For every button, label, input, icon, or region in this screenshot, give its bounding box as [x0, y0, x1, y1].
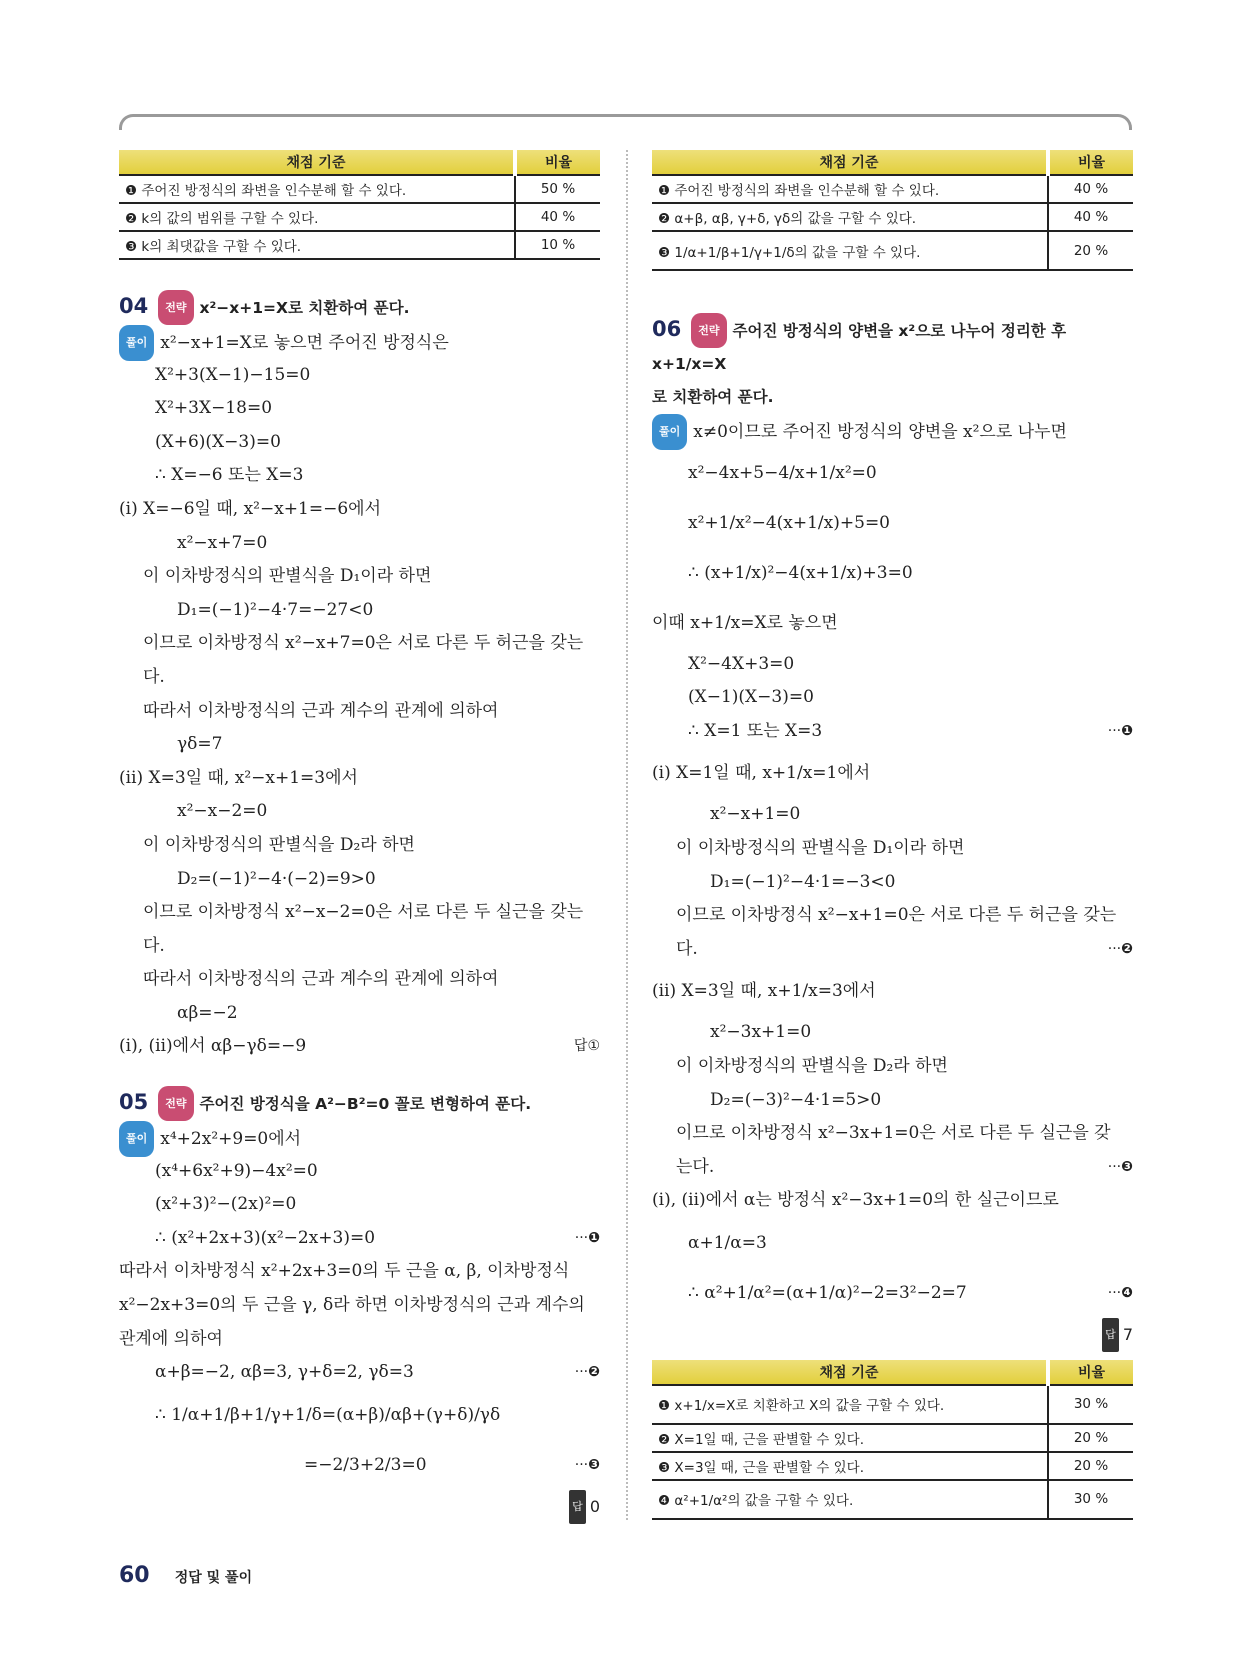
strategy-text: 주어진 방정식을 A²−B²=0 꼴로 변형하여 푼다.: [199, 1095, 532, 1114]
solution-line: [119, 1155, 600, 1189]
solution-line: [119, 1222, 600, 1256]
line-text: 이 이차방정식의 판별식을 D₁이라 하면: [676, 837, 965, 858]
solution-line: [652, 1184, 1133, 1218]
problem-header: [119, 1086, 600, 1121]
solution-tag: 풀이: [119, 325, 154, 361]
line-text: x²−x+7=0: [177, 532, 268, 553]
solution-line: [652, 715, 1133, 749]
criteria-header: 채점 기준: [652, 1360, 1048, 1385]
line-text: 따라서 이차방정식 x²+2x+3=0의 두 근을 α, β, 이차방정식: [119, 1261, 570, 1282]
table-row: [652, 1424, 1133, 1452]
answer: [574, 1030, 600, 1064]
solution-line: [119, 560, 600, 594]
line-text: x²−4x+5−4/x+1/x²=0: [688, 462, 877, 483]
solution-line: [119, 325, 600, 359]
marker-number: ❸: [588, 1456, 600, 1473]
problem-header: [652, 313, 1133, 381]
solution-line: [119, 762, 600, 796]
top-rule: [119, 114, 1132, 130]
line-text: x²−x+1=X로 놓으면 주어진 방정식은: [160, 333, 449, 353]
line-text: x²−x+1=0: [710, 804, 801, 825]
solution-line: [652, 966, 1133, 1016]
step-marker: [575, 1440, 600, 1490]
ratio-value: 10 %: [515, 231, 600, 259]
solution-line: [652, 1218, 1133, 1268]
line-text: γδ=7: [177, 734, 223, 755]
step-marker: [1108, 933, 1133, 967]
solution-line: [119, 493, 600, 527]
marker-number: ❷: [1121, 940, 1133, 957]
solution-line: [652, 1084, 1133, 1118]
solution-line: [652, 933, 1133, 967]
table-row: [119, 203, 600, 231]
ratio-header: 비율: [1048, 150, 1133, 175]
solution-line: [652, 1268, 1133, 1318]
problem-06: [652, 313, 1133, 1352]
step-marker: [1108, 1151, 1133, 1185]
step-marker: [575, 1222, 600, 1256]
solution-line: [652, 498, 1133, 548]
problem-number: 06: [652, 317, 682, 341]
criterion-text: ❷ α+β, αβ, γ+δ, γδ의 값을 구할 수 있다.: [652, 203, 1048, 231]
answer-label: 답: [569, 1490, 586, 1524]
line-text: ∴ α²+1/α²=(α+1/α)²−2=3²−2=7: [688, 1282, 967, 1303]
line-text: x²+1/x²−4(x+1/x)+5=0: [688, 512, 890, 533]
line-text: D₁=(−1)²−4·7=−27<0: [177, 599, 374, 620]
solution-line: [119, 392, 600, 426]
line-text: (ⅰ), (ⅱ)에서 α는 방정식 x²−3x+1=0의 한 실근이므로: [652, 1190, 1059, 1211]
criterion-text: ❶ x+1/x=X로 치환하고 X의 값을 구할 수 있다.: [652, 1385, 1048, 1424]
marker-number: ❸: [1121, 1158, 1133, 1175]
line-text: D₁=(−1)²−4·1=−3<0: [710, 871, 896, 892]
solution-line: [652, 1151, 1133, 1185]
ratio-header: 비율: [515, 150, 600, 175]
solution-line: [119, 527, 600, 561]
criterion-text: ❸ 1/α+1/β+1/γ+1/δ의 값을 구할 수 있다.: [652, 231, 1048, 270]
solution-line: [119, 963, 600, 997]
line-text: X²+3X−18=0: [155, 398, 273, 419]
line-text: =−2/3+2/3=0: [304, 1454, 427, 1475]
solution-line: [119, 829, 600, 863]
criterion-text: ❷ k의 값의 범위를 구할 수 있다.: [119, 203, 515, 231]
page-number: 60: [119, 1563, 150, 1588]
table-row: [652, 175, 1133, 203]
line-text: ∴ 1/α+1/β+1/γ+1/δ=(α+β)/αβ+(γ+δ)/γδ: [155, 1404, 501, 1425]
line-text: X²+3(X−1)−15=0: [155, 364, 311, 385]
marker-arrow: ···: [1107, 1284, 1122, 1301]
solution-line: [652, 414, 1133, 448]
marker-number: ❶: [588, 1229, 600, 1246]
strategy-tag: 전략: [691, 313, 726, 348]
line-text: 이므로 이차방정식 x²−x+1=0은 서로 다른 두 허근을 갖는: [676, 905, 1117, 926]
line-text: 이 이차방정식의 판별식을 D₂라 하면: [143, 834, 415, 855]
marker-number: ❹: [1121, 1284, 1133, 1301]
solution-line: [119, 896, 600, 930]
solution-line: [119, 1356, 600, 1390]
page-footer: [119, 1563, 252, 1588]
strategy-continued: 로 치환하여 푼다.: [652, 388, 774, 406]
line-text: αβ=−2: [177, 1002, 238, 1023]
solution-line: [119, 1440, 600, 1490]
table-header-row: [652, 150, 1133, 175]
solution-line: [119, 459, 600, 493]
line-text: 다.: [143, 666, 165, 687]
marker-arrow: ···: [574, 1229, 589, 1246]
problem-number: 05: [119, 1090, 149, 1115]
line-text: (X+6)(X−3)=0: [155, 431, 281, 452]
solution-line: [652, 866, 1133, 900]
step-marker: [1108, 1268, 1133, 1318]
line-text: 다.: [143, 935, 165, 956]
line-text: x≠0이므로 주어진 방정식의 양변을 x²으로 나누면: [693, 422, 1067, 442]
criteria-header: 채점 기준: [119, 150, 515, 175]
problem-05: [119, 1086, 600, 1524]
solution-line: [119, 1255, 600, 1289]
solution-line: [652, 748, 1133, 798]
line-text: 이므로 이차방정식 x²−x−2=0은 서로 다른 두 실근을 갖는: [143, 902, 584, 923]
grading-table: [652, 150, 1133, 271]
solution-line: [652, 899, 1133, 933]
strategy-text: x²−x+1=X로 치환하여 푼다.: [199, 299, 410, 317]
line-text: ∴ (x+1/x)²−4(x+1/x)+3=0: [688, 562, 913, 583]
table-header-row: [119, 150, 600, 175]
ratio-value: 30 %: [1048, 1480, 1133, 1519]
line-text: 이므로 이차방정식 x²−x+7=0은 서로 다른 두 허근을 갖는: [143, 633, 584, 654]
marker-arrow: ···: [1107, 722, 1122, 739]
solution-line: [652, 548, 1133, 598]
solution-line: [119, 594, 600, 628]
marker-arrow: ···: [574, 1364, 589, 1381]
solution-line: [119, 1121, 600, 1155]
line-text: ∴ (x²+2x+3)(x²−2x+3)=0: [155, 1227, 376, 1248]
solution-line: [119, 359, 600, 393]
table-row: [652, 231, 1133, 270]
answer: [119, 1490, 600, 1524]
table-row: [652, 203, 1133, 231]
answer-value: 0: [589, 1496, 600, 1516]
line-text: α+β=−2, αβ=3, γ+δ=2, γδ=3: [155, 1362, 414, 1383]
solution-line: [652, 598, 1133, 648]
line-text: 관계에 의하여: [119, 1328, 223, 1349]
criterion-text: ❶ 주어진 방정식의 좌변을 인수분해 할 수 있다.: [119, 175, 515, 203]
left-column: [119, 150, 600, 1524]
line-text: 이 이차방정식의 판별식을 D₁이라 하면: [143, 566, 432, 587]
line-text: D₂=(−1)²−4·(−2)=9>0: [177, 868, 376, 889]
line-text: 이 이차방정식의 판별식을 D₂라 하면: [676, 1055, 948, 1076]
line-text: D₂=(−3)²−4·1=5>0: [710, 1089, 882, 1110]
column-divider: [626, 150, 628, 1520]
answer-value: ①: [587, 1038, 600, 1055]
problem-04: [119, 290, 600, 1064]
ratio-value: 20 %: [1048, 1424, 1133, 1452]
solution-line: [119, 426, 600, 460]
line-text: (x²+3)²−(2x)²=0: [155, 1194, 297, 1215]
line-text: (X−1)(X−3)=0: [688, 687, 814, 708]
line-text: 따라서 이차방정식의 근과 계수의 관계에 의하여: [143, 969, 499, 990]
grading-table: [119, 150, 600, 260]
solution-line: [652, 798, 1133, 832]
solution-line: [652, 681, 1133, 715]
table-row: [119, 175, 600, 203]
marker-arrow: ···: [1107, 940, 1122, 957]
solution-tag: 풀이: [119, 1121, 154, 1157]
solution-line: [652, 832, 1133, 866]
criterion-text: ❹ α²+1/α²의 값을 구할 수 있다.: [652, 1480, 1048, 1519]
answer-value: 7: [1122, 1324, 1133, 1344]
solution-line: [119, 1289, 600, 1323]
solution-line: [119, 1390, 600, 1440]
marker-number: ❶: [1121, 722, 1133, 739]
solution-line: [119, 863, 600, 897]
answer: [652, 1318, 1133, 1352]
line-text: ∴ X=1 또는 X=3: [688, 720, 823, 741]
line-text: x²−3x+1=0: [710, 1022, 812, 1043]
solution-line: [119, 997, 600, 1031]
step-marker: [575, 1356, 600, 1390]
criterion-text: ❸ k의 최댓값을 구할 수 있다.: [119, 231, 515, 259]
step-marker: [1108, 715, 1133, 749]
strategy-tag: 전략: [158, 1086, 193, 1121]
solution-tag: 풀이: [652, 414, 687, 450]
line-text: 이때 x+1/x=X로 놓으면: [652, 612, 838, 633]
marker-arrow: ···: [1107, 1158, 1122, 1175]
ratio-value: 40 %: [1048, 203, 1133, 231]
line-text: x²−x−2=0: [177, 801, 268, 822]
solution-line: [119, 795, 600, 829]
solution-line: [652, 1016, 1133, 1050]
line-text: X²−4X+3=0: [688, 653, 795, 674]
table-row: [119, 231, 600, 259]
table-header-row: [652, 1360, 1133, 1385]
line-text: ∴ X=−6 또는 X=3: [155, 465, 304, 486]
strategy-text: 주어진 방정식의 양변을 x²으로 나누어 정리한 후 x+1/x=X: [652, 322, 1067, 373]
solution-line: [119, 695, 600, 729]
ratio-value: 40 %: [1048, 175, 1133, 203]
solution-line: [119, 930, 600, 964]
answer-label: 답: [573, 1038, 588, 1055]
ratio-value: 30 %: [1048, 1385, 1133, 1424]
table-row: [652, 1385, 1133, 1424]
solution-line: [119, 1188, 600, 1222]
ratio-value: 40 %: [515, 203, 600, 231]
solution-line: [652, 648, 1133, 682]
solution-line: [652, 1117, 1133, 1151]
line-text: 이므로 이차방정식 x²−3x+1=0은 서로 다른 두 실근을 갖: [676, 1123, 1111, 1144]
footer-label: 정답 및 풀이: [174, 1570, 253, 1586]
solution-line: [119, 728, 600, 762]
criterion-text: ❶ 주어진 방정식의 좌변을 인수분해 할 수 있다.: [652, 175, 1048, 203]
line-text: (ⅱ) X=3일 때, x²−x+1=3에서: [119, 767, 358, 788]
criteria-header: 채점 기준: [652, 150, 1048, 175]
line-text: 는다.: [676, 1156, 715, 1177]
strategy-tag: 전략: [158, 290, 193, 325]
line-text: (x⁴+6x²+9)−4x²=0: [155, 1160, 318, 1181]
criterion-text: ❷ X=1일 때, 근을 판별할 수 있다.: [652, 1424, 1048, 1452]
line-text: (ⅰ), (ⅱ)에서 αβ−γδ=−9: [119, 1036, 307, 1057]
ratio-value: 20 %: [1048, 1452, 1133, 1480]
answer-label: 답: [1102, 1318, 1119, 1352]
solution-line: [652, 448, 1133, 498]
line-text: x⁴+2x²+9=0에서: [160, 1129, 302, 1150]
ratio-header: 비율: [1048, 1360, 1133, 1385]
right-column: [652, 150, 1133, 1520]
criterion-text: ❸ X=3일 때, 근을 판별할 수 있다.: [652, 1452, 1048, 1480]
ratio-value: 50 %: [515, 175, 600, 203]
ratio-value: 20 %: [1048, 231, 1133, 270]
marker-number: ❷: [588, 1364, 600, 1381]
line-text: (ⅰ) X=−6일 때, x²−x+1=−6에서: [119, 498, 382, 519]
solution-line: [652, 1050, 1133, 1084]
line-text: (ⅱ) X=3일 때, x+1/x=3에서: [652, 981, 876, 1002]
grading-table: [652, 1360, 1133, 1520]
line-text: x²−2x+3=0의 두 근을 γ, δ라 하면 이차방정식의 근과 계수의: [119, 1295, 585, 1316]
line-text: 따라서 이차방정식의 근과 계수의 관계에 의하여: [143, 700, 499, 721]
table-row: [652, 1452, 1133, 1480]
solution-line: [119, 1030, 600, 1064]
marker-arrow: ···: [574, 1456, 589, 1473]
solution-line: [119, 627, 600, 661]
solution-line: [119, 661, 600, 695]
problem-header: [119, 290, 600, 325]
line-text: 다.: [676, 938, 698, 959]
line-text: (ⅰ) X=1일 때, x+1/x=1에서: [652, 763, 871, 784]
table-row: [652, 1480, 1133, 1519]
problem-number: 04: [119, 294, 149, 318]
line-text: α+1/α=3: [688, 1232, 767, 1253]
solution-line: [119, 1323, 600, 1357]
